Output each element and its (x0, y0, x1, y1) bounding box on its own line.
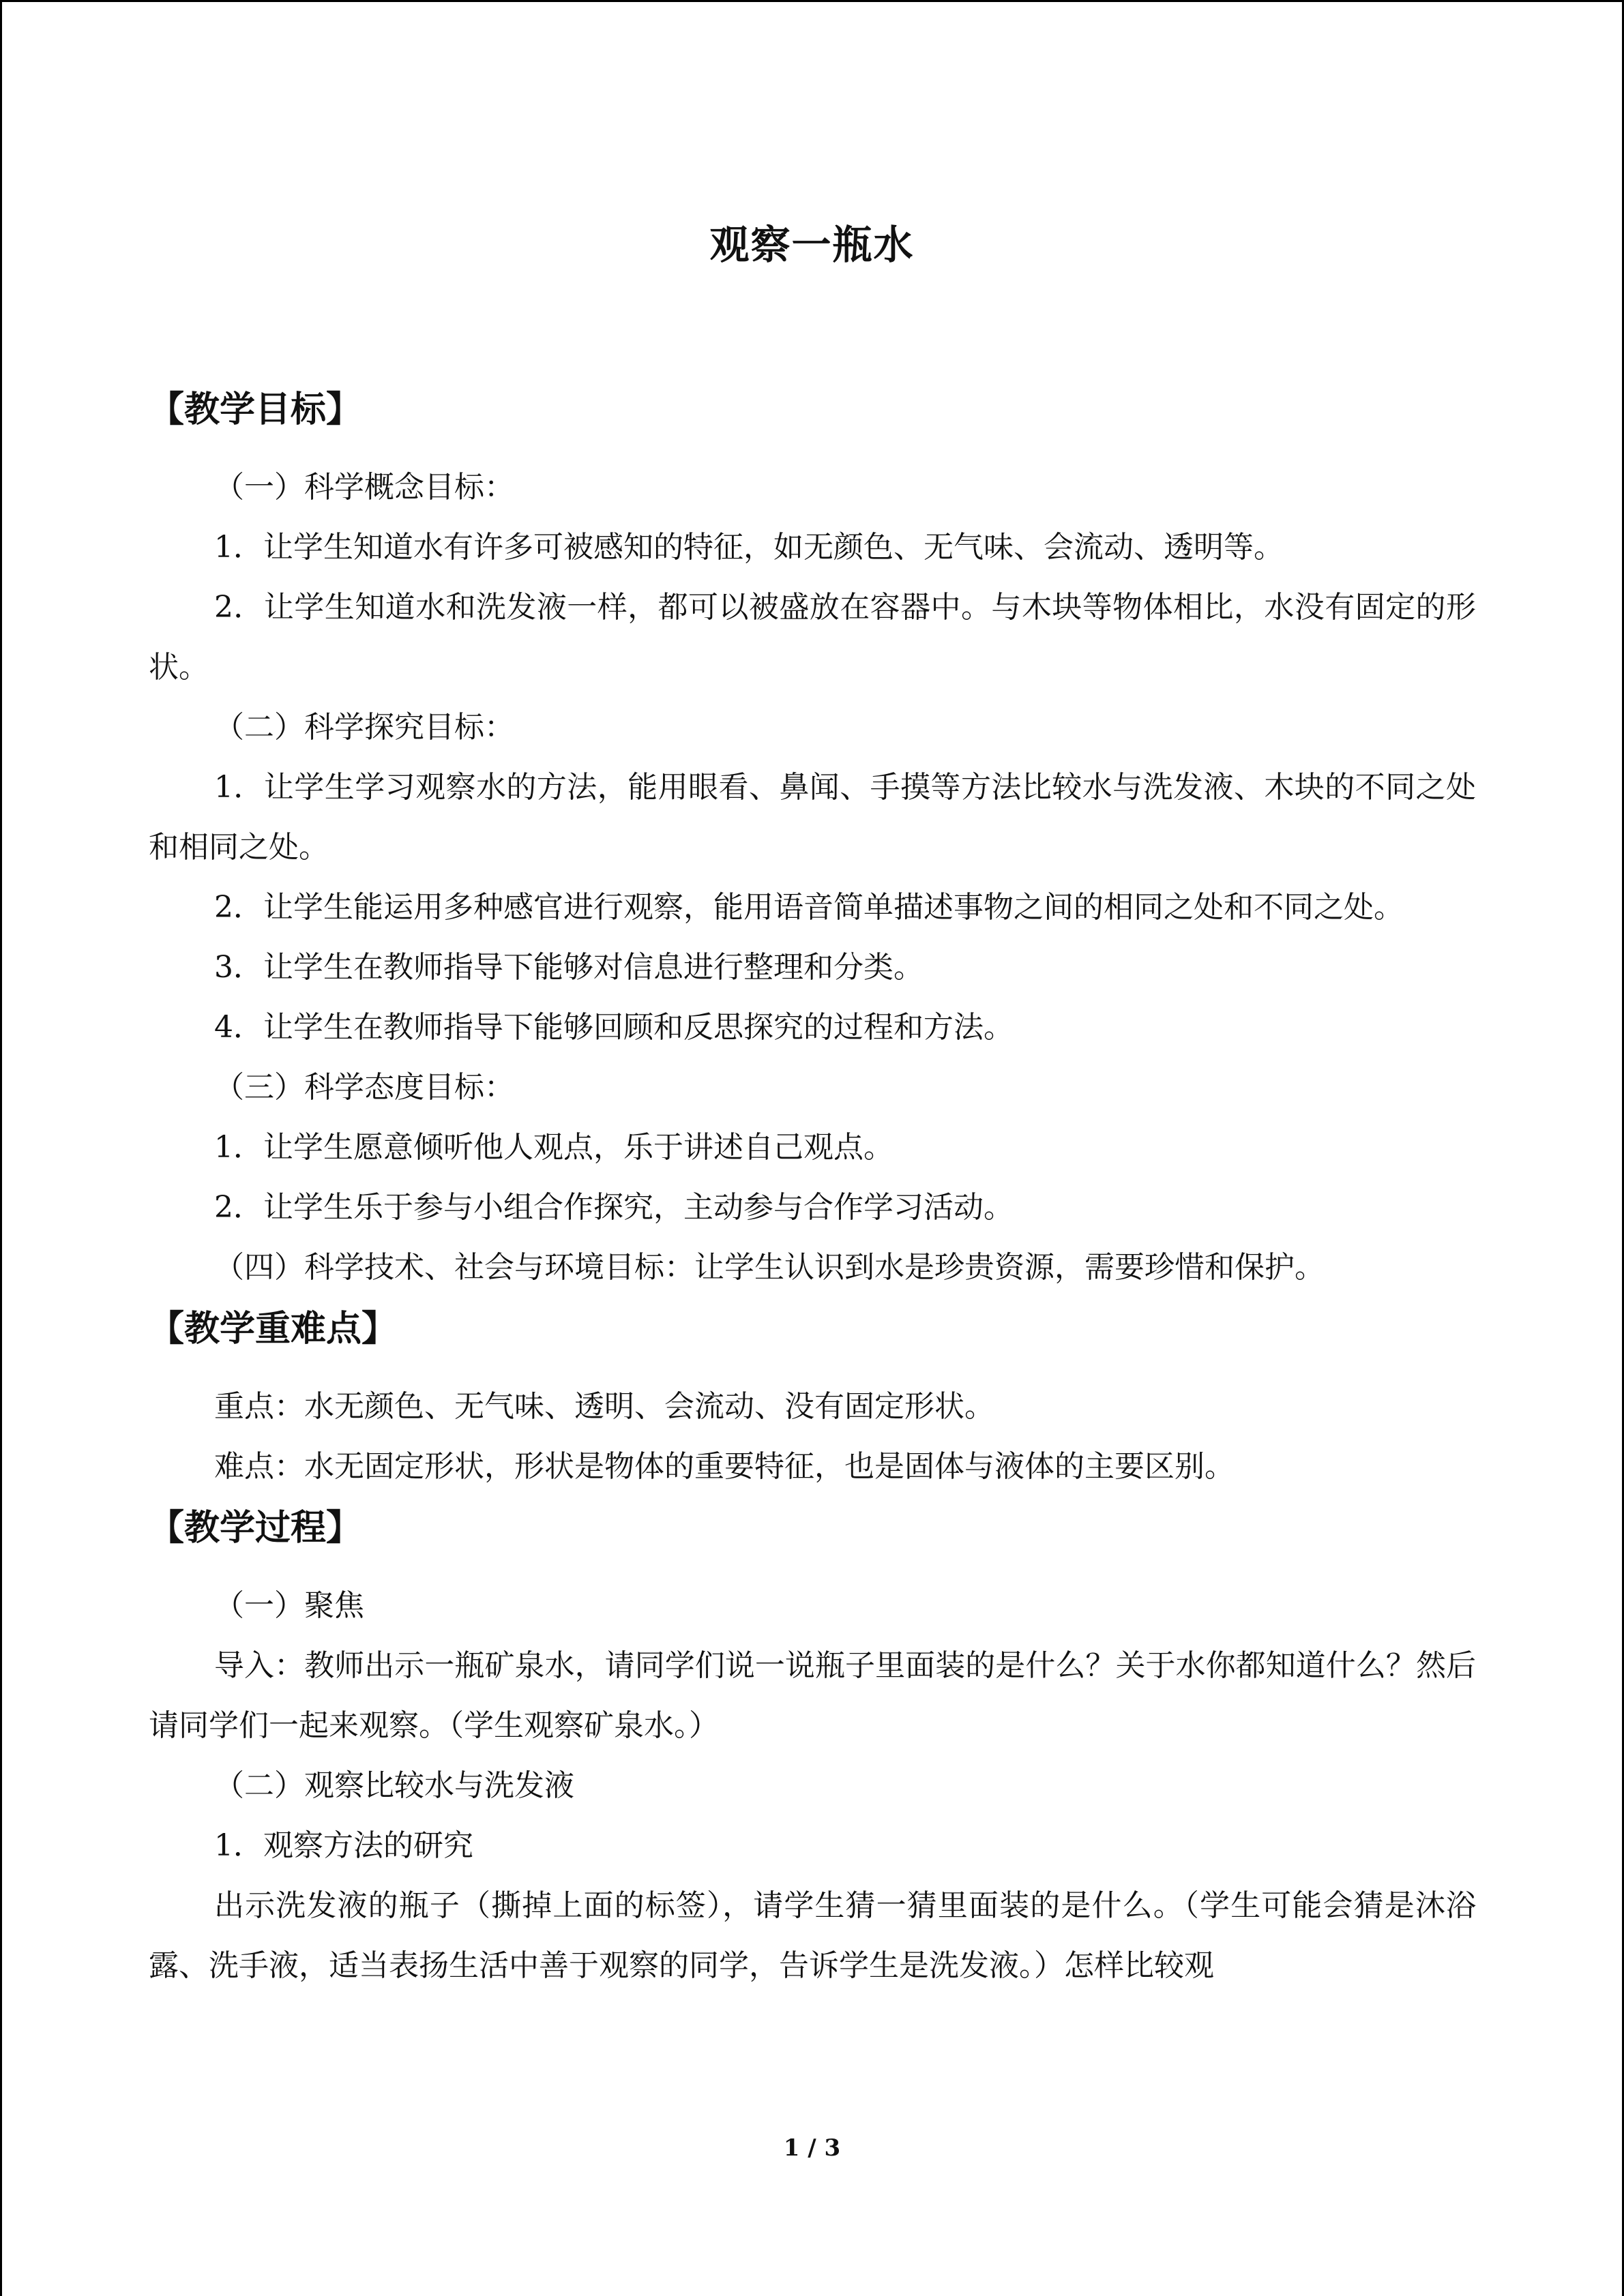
paragraph: （一）聚焦 (214, 1588, 364, 1623)
section-heading-key-points: 【教学重难点】 (149, 1308, 398, 1350)
paragraph: （三）科学态度目标： (214, 1070, 514, 1105)
document-title: 观察一瓶水 (709, 222, 915, 268)
paragraph: 重点：水无颜色、无气味、透明、会流动、没有固定形状。 (214, 1389, 994, 1424)
paragraph: 1．观察方法的研究 (214, 1828, 473, 1863)
paragraph: 出示洗发液的瓶子（撕掉上面的标签），请学生猜一猜里面装的是什么。（学生可能会猜是沐浴露、洗手液，适当表扬生活中善于观察的同学，告诉学生是洗发液。）怎样比较观 (149, 1888, 1476, 1983)
paragraph: （二）科学探究目标： (214, 710, 514, 745)
section-heading-process: 【教学过程】 (149, 1507, 362, 1549)
paragraph: 4．让学生在教师指导下能够回顾和反思探究的过程和方法。 (214, 1010, 1014, 1045)
paragraph: 2．让学生能运用多种感官进行观察，能用语音简单描述事物之间的相同之处和不同之处。 (214, 890, 1404, 925)
section-heading-goals: 【教学目标】 (149, 389, 362, 430)
paragraph: （一）科学概念目标： (214, 470, 514, 505)
paragraph: 2．让学生乐于参与小组合作探究，主动参与合作学习活动。 (214, 1190, 1014, 1225)
page-left-border (0, 0, 2, 2296)
paragraph: 3．让学生在教师指导下能够对信息进行整理和分类。 (214, 950, 924, 985)
paragraph: （四）科学技术、社会与环境目标：让学生认识到水是珍贵资源，需要珍惜和保护。 (214, 1250, 1325, 1285)
paragraph: 导入：教师出示一瓶矿泉水，请同学们说一说瓶子里面装的是什么？关于水你都知道什么？然后请同学们一起来观察。（学生观察矿泉水。） (149, 1648, 1476, 1743)
page-number: 1 / 3 (783, 2134, 841, 2162)
document-body (149, 378, 1476, 1996)
paragraph: 1．让学生愿意倾听他人观点，乐于讲述自己观点。 (214, 1130, 894, 1165)
paragraph: 1．让学生知道水有许多可被感知的特征，如无颜色、无气味、会流动、透明等。 (214, 530, 1284, 565)
paragraph: 1．让学生学习观察水的方法，能用眼看、鼻闻、手摸等方法比较水与洗发液、木块的不同之处和相同之处。 (149, 770, 1476, 865)
paragraph: 难点：水无固定形状，形状是物体的重要特征，也是固体与液体的主要区别。 (214, 1449, 1235, 1484)
paragraph: （二）观察比较水与洗发液 (214, 1768, 574, 1803)
page-top-border (0, 0, 1624, 2)
paragraph: 2．让学生知道水和洗发液一样，都可以被盛放在容器中。与木块等物体相比，水没有固定的形状。 (149, 590, 1476, 685)
